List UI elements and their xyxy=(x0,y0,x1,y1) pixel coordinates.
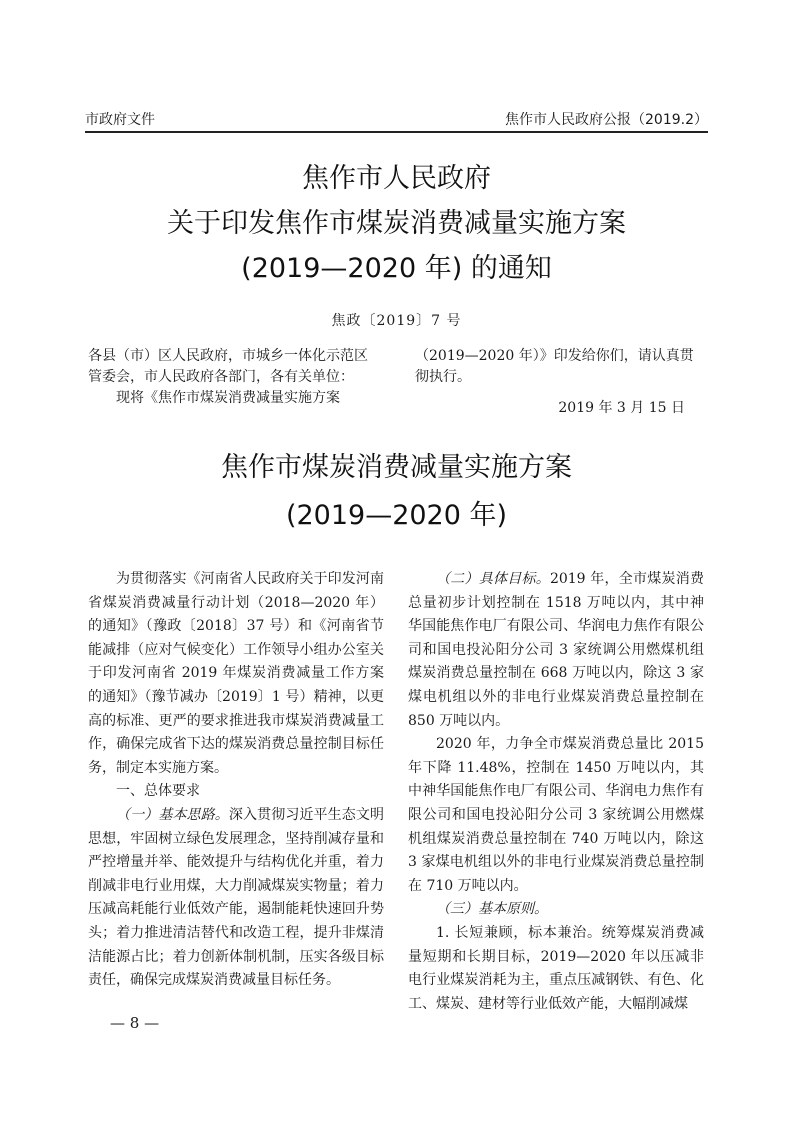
notice-body-left xyxy=(88,346,380,409)
notice-title-line-1: 焦作市人民政府 xyxy=(302,163,491,194)
plan-title-line-2: (2019—2020 年) xyxy=(285,500,508,531)
notice-title xyxy=(85,156,708,291)
target-2020-paragraph: 2020 年，力争全市煤炭消费总量比 2015 年下降 11.48%，控制在 1450 万吨以内，其中神华国能焦作电厂有限公司、华润电力焦作有限公司和国电投沁阳分公司 3 家统调公用燃煤机组煤炭消费总量控制在 740 万吨以内，除这 3 家煤电机组以外的非电行业煤炭消费总量控制在 710 万吨以内。 xyxy=(408,736,704,894)
notice-body-right xyxy=(415,346,707,388)
notice-body-text-start: 现将《焦作市煤炭消费减量实施方案 xyxy=(116,390,340,406)
section-heading-general-requirements: 一、总体要求 xyxy=(116,783,200,800)
page-number: — 8 — xyxy=(110,1014,160,1032)
basic-approach-text: 深入贯彻习近平生态文明思想，牢固树立绿色发展理念，坚持削减存量和严控增量并举、能效提升与结构优化并重，着力削减非电行业用煤，大力削减煤炭实物量；着力压减高耗能行业低效产能，遏制能耗快速回升势头；着力推进清洁替代和改造工程，提升非煤清洁能源占比；着力创新体制机制，压实各级目标责任，确保完成煤炭消费减量目标任务。 xyxy=(88,806,385,989)
intro-paragraph: 为贯彻落实《河南省人民政府关于印发河南省煤炭消费减量行动计划（2018—2020 年）的通知》（豫政〔2018〕37 号）和《河南省节能减排（应对气候变化）工作领导小组办公室关于印发河南省 2019 年煤炭消费减量工作方案的通知》（豫节减办〔2019〕1 号）精神，以更高的标准、更严的要求推进我市煤炭消费减量工作，确保完成省下达的煤炭消费总量控制目标任务，制定本实施方案。 xyxy=(88,571,384,776)
plan-title-line-1: 焦作市煤炭消费减量实施方案 xyxy=(221,452,572,483)
specific-targets-label: （二）具体目标。 xyxy=(436,571,550,587)
specific-targets-paragraph xyxy=(408,568,704,733)
notice-date: 2019 年 3 月 15 日 xyxy=(558,400,685,416)
document-number: 焦政〔2019〕7 号 xyxy=(331,313,462,329)
header-bulletin-title: 焦作市人民政府公报（2019.2） xyxy=(505,112,708,128)
notice-recipients: 各县（市）区人民政府，市城乡一体化示范区管委会，市人民政府各部门，各有关单位： xyxy=(88,348,368,385)
basic-approach-paragraph xyxy=(88,804,384,993)
left-column xyxy=(88,568,384,993)
header-section-label: 市政府文件 xyxy=(85,112,155,128)
header-divider xyxy=(85,131,708,133)
basic-approach-label: （一）基本思路。 xyxy=(116,806,229,823)
plan-title xyxy=(85,444,708,540)
basic-principles-heading: （三）基本原则。 xyxy=(436,901,548,918)
principle-1-paragraph: 1. 长短兼顾，标本兼治。统筹煤炭消费减量短期和长期目标，2019—2020 年以压减非电行业煤炭消耗为主，重点压减钢铁、有色、化工、煤炭、建材等行业低效产能，大幅削减煤 xyxy=(408,924,704,1012)
notice-body-text-end: （2019—2020 年）》印发给你们，请认真贯彻执行。 xyxy=(415,348,694,385)
notice-title-line-3: (2019—2020 年) 的通知 xyxy=(241,253,552,284)
notice-title-line-2: 关于印发焦作市煤炭消费减量实施方案 xyxy=(167,208,626,239)
running-header xyxy=(85,110,708,132)
right-column xyxy=(408,568,704,1016)
specific-targets-text: 2019 年，全市煤炭消费总量初步计划控制在 1518 万吨以内，其中神华国能焦作电厂有限公司、华润电力焦作有限公司和国电投沁阳分公司 3 家统调公用燃煤机组煤炭消费总量控制在 668 万吨以内，除这 3 家煤电机组以外的非电行业煤炭消费总量控制在 850 万吨以内。 xyxy=(408,571,704,729)
